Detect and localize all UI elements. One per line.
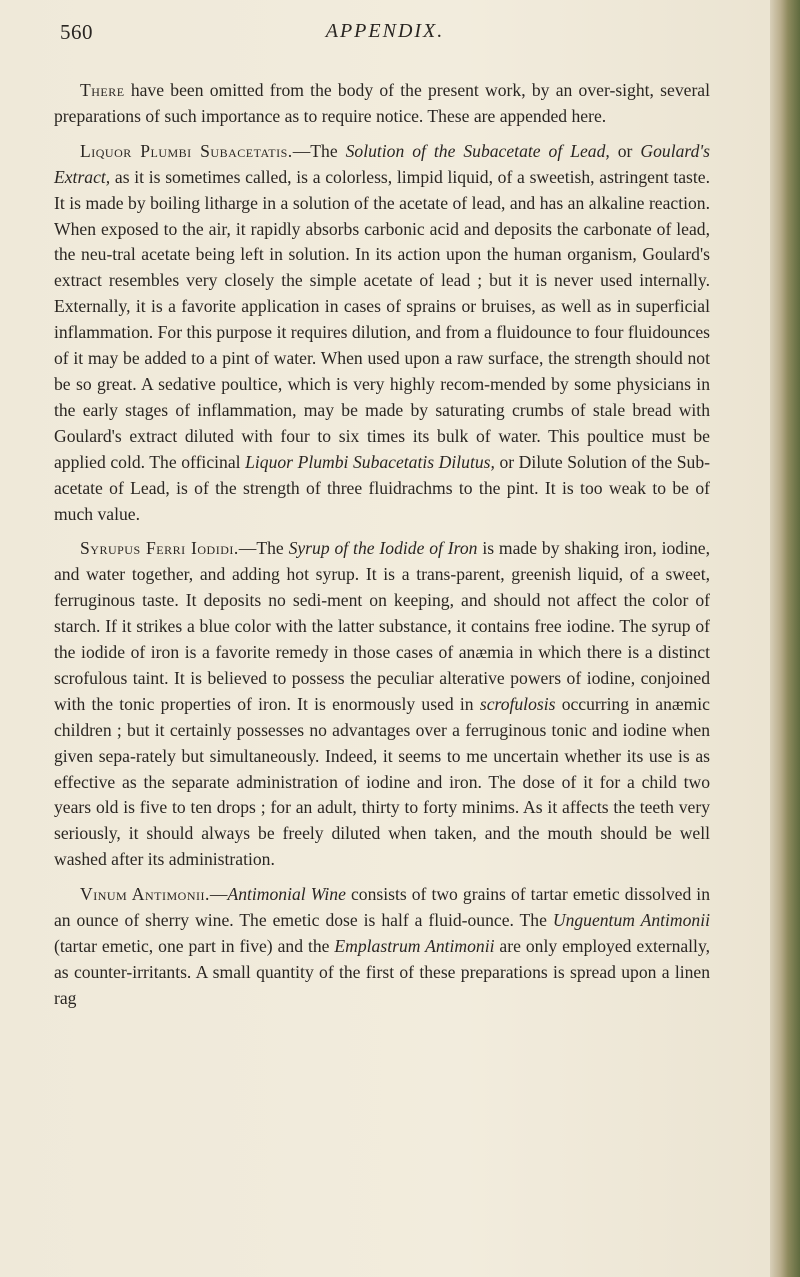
entry-text: (tartar emetic, one part in five) and the — [54, 936, 335, 956]
intro-text: have been omitted from the body of the present work, by an over-sight, several preparations of such importance as to require notice. These are appended here. — [54, 80, 710, 126]
entry-text: are only employed externally, as counter-irritants. A small quantity of the first of these preparations is spread upon a linen rag — [54, 936, 710, 1008]
entry-text: or Dilute Solution of the Sub-acetate of Lead, is of the strength of three fluidrachms to the pint. It is too weak to be of much value. — [54, 451, 710, 524]
entry-italic-term: Solution of the Subacetate of Lead, — [345, 140, 610, 161]
entry-text: — — [209, 884, 228, 905]
intro-lead-word: There — [80, 80, 125, 100]
entry-italic-term: Goulard's Extract, — [54, 140, 710, 187]
entry-italic-term: Syrup of the Iodide of Iron — [288, 538, 478, 559]
entry-text: —The — [292, 140, 346, 161]
body-text — [54, 78, 710, 1012]
entry-italic-term: Unguentum Antimonii — [552, 910, 710, 931]
page-number: 560 — [60, 20, 93, 44]
entry-text: or — [609, 140, 641, 161]
entry-italic-term: Antimonial Wine — [227, 884, 346, 905]
entry-text: as it is sometimes called, is a colorless, limpid liquid, of a sweetish, astringent taste. It is made by boiling litharge in a solution of the acetate of lead, and has an alkaline reaction. When exposed to the air, it rapidly absorbs carbonic acid and deposits the carbonate of lead, the neu-tral acetate being left in solution. In its action upon the human organism, Goulard's extract resembles very closely the simple acetate of lead ; but it is never used internally. Externally, it is a favorite application in cases of sprains or bruises, as well as in superficial inflammation. For this purpose it requires dilution, and from a fluidounce to four fluidounces of it may be added to a pint of water. When used upon a raw surface, the strength should not be so great. A sedative poultice, which is very highly recom-mended by some physicians in the early stages of inflammation, may be made by saturating crumbs of stale bread with Goulard's extract diluted with four to six times its bulk of water. This poultice must be applied cold. The officinal — [54, 166, 710, 472]
running-head — [60, 20, 710, 54]
paragraph-liquor-plumbi — [54, 139, 710, 528]
running-title: APPENDIX. — [325, 20, 445, 42]
entry-text: consists of two grains of tartar emetic dissolved in an ounce of sherry wine. The emetic dose is half a fluid-ounce. The — [54, 884, 710, 931]
entry-text: —The — [238, 538, 289, 559]
entry-text: is made by shaking iron, iodine, and water together, and adding hot syrup. It is a trans-parent, greenish liquid, of a sweet, ferruginous taste. It deposits no sedi-ment on keeping, and should not affect the color of starch. If it strikes a blue color with the latter substance, it contains free iodine. The syrup of the iodide of iron is a favorite remedy in those cases of anæmia in which there is a distinct scrofulous taint. It is believed to possess the peculiar alterative powers of iodine, conjoined with the tonic properties of iron. It is enormously used in — [54, 538, 710, 714]
entry-heading: Syrupus Ferri Iodidi. — [80, 538, 239, 559]
entry-heading: Vinum Antimonii. — [80, 884, 210, 905]
entry-italic-term: scrofulosis — [479, 693, 556, 714]
book-spine-edge — [770, 0, 800, 1277]
paragraph-syrupus-ferri — [54, 536, 710, 873]
paragraph-intro — [54, 78, 710, 130]
entry-text: occurring in anæmic children ; but it certainly possesses no advantages over a ferruginous tonic and iodine when given sepa-rately but simultaneously. Indeed, it seems to me uncertain whether its use is as effective as the separate administration of iodine and iron. The dose of it for a child two years old is five to ten drops ; for an adult, thirty to forty minims. As it affects the teeth very seriously, it should always be freely diluted when taken, and the mouth should be well washed after its administration. — [54, 693, 710, 870]
paragraph-vinum-antimonii — [54, 882, 710, 1012]
entry-italic-term: Emplastrum Antimonii — [334, 936, 495, 956]
entry-italic-term: Liquor Plumbi Subacetatis Dilutus, — [245, 451, 495, 472]
entry-heading: Liquor Plumbi Subacetatis. — [80, 140, 293, 161]
